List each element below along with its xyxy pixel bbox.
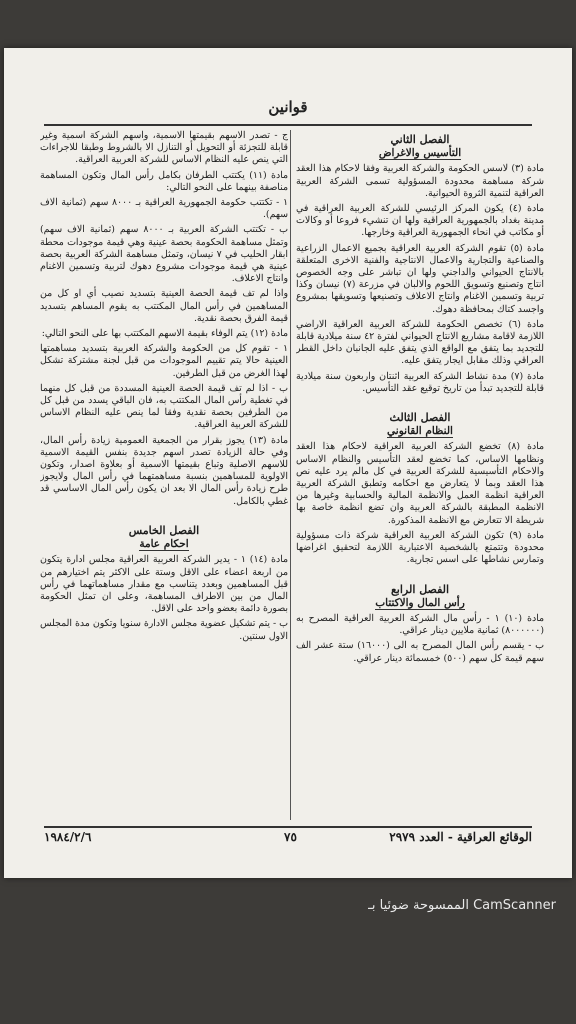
chapter2-title: الفصل الثاني — [390, 133, 450, 146]
article-12b: ب - اذا لم تف قيمة الحصة العينية المسددة من قبل كل منهما في تغطية رأس المال المكتتب به، فان الباقي يسدد من قبل كل من الطرفين بحصة نقدية وفقا لما ينص عليه النظام الاساس للشركة العربية العراقية. — [40, 382, 288, 431]
page-footer — [44, 830, 532, 848]
camscanner-watermark: الممسوحة ضوئيا بـ CamScanner — [368, 898, 556, 913]
footer-rule — [44, 826, 532, 828]
chapter5-subtitle: احكام عامة — [139, 538, 189, 551]
article-9: مادة (٩) تكون الشركة العربية العراقية شركة ذات مسؤولية محدودة وتتمتع بالشخصية الاعتبارية اللازمة لتحقيق اغراضها وتمارس نشاطها على اسس تجارية. — [296, 529, 544, 566]
page-header-title: قوانين — [268, 98, 308, 116]
chapter3-subtitle: النظام القانوني — [387, 425, 453, 438]
article-11b: ب - تكتتب الشركة العربية بـ ٨٠٠٠ سهم (ثمانية الاف سهم) وتمثل مساهمة الحكومة بحصة عينية وهي قيمة موجودات محطة ابقار الحليب في ٧ نيسان، وتمثل مساهمة الشركة العربية بحصة عينية هي قيمة موجودات مشروع دهوك لتربية وتسمين الاغنام وانتاج الاعلاف. — [40, 224, 288, 285]
article-14b: ب - يتم تشكيل عضوية مجلس الادارة سنويا وتكون مدة المجلس الاول سنتين. — [40, 618, 288, 642]
article-12a: ١ - تقوم كل من الحكومة والشركة العربية بتسديد مساهمتها العينية حالا يتم تقييم الموجودات من قبل لجنة مشتركة تشكل لهذا الغرض من قبل الطرفين. — [40, 343, 288, 379]
article-8: مادة (٨) تخضع الشركة العربية العراقية لاحكام هذا العقد ونظامها الاساس، كما تخضع لعقد التأسيس والنظام الاساس والاحكام التأسيسية للشركة العربية في كل مالم يرد عليه نص هذا العقد وبما لا يتعارض مع احكامه وتطبق الشركة العربية العراقية انظمة العمل والانظمة المالية والحسابية وغيرها من الانظمة المطبقة بالشركة العربية وان تضع انظمة خاصة بها شريطة الا تتعارض مع الانظمة المذكورة. — [296, 441, 544, 526]
chapter2-subtitle: التأسيس والاغراض — [378, 147, 462, 160]
column-divider — [290, 130, 291, 820]
article-12: مادة (١٢) يتم الوفاء بقيمة الاسهم المكتتب بها على النحو التالي: — [41, 328, 288, 340]
article-10b: ب - يقسم رأس المال المصرح به الى (١٦٠٠٠) ستة عشر الف سهم قيمة كل سهم (٥٠٠) خمسمائة دينار عراقي. — [296, 640, 544, 664]
article-14a: مادة (١٤) ١ - يدير الشركة العربية العراقية مجلس ادارة يتكون من اربعة اعضاء على الاقل وستة على الاكثر يتم اختيارهم من قبل المساهمين وبعدد يتناسب مع مقدار مساهماتهما في رأس المال من بين الاطراف المساهمة، وعلى ان تمثل الحكومة بصورة دائمة بعضو واحد على الاقل. — [40, 554, 288, 615]
article-10c: ج - تصدر الاسهم بقيمتها الاسمية، واسهم الشركة اسمية وغير قابلة للتجزئة أو التحويل أو التنازل الا بالشروط وطبقا للاجراءات التي ينص عليه النظام الاساس للشركة العربية العراقية. — [40, 130, 288, 166]
article-11: مادة (١١) يكتتب الطرفان بكامل رأس المال وتكون المساهمة مناصفة بينهما على النحو التالي: — [40, 169, 288, 193]
right-column — [296, 130, 544, 820]
article-4: مادة (٤) يكون المركز الرئيسي للشركة العربية العراقية في مدينة بغداد بالجمهورية العراقية ولها ان تنشيء فروعا أو وكالات أو مكاتب في انحاء الجمهورية العراقية وخارجها. — [296, 203, 544, 239]
article-13: مادة (١٣) يجوز بقرار من الجمعية العمومية زيادة رأس المال، وفي حالة الزيادة تصدر اسهم جديدة بنفس القيمة الاسمية للاسهم الاصلية وتباع بقيمتها الاسمية أو بعلاوة اصدار، وتكون الاولوية للمساهمين بنسبة مساهمتهما في رأس المال ولايجوز طرح زيادة رأس المال الا بعد ان يكون رأس المال الاساسي قد غطي بالكامل. — [40, 434, 288, 507]
header-rule — [44, 124, 532, 126]
chapter5-title: الفصل الخامس — [128, 523, 200, 537]
left-column — [40, 130, 288, 820]
article-6: مادة (٦) تخصص الحكومة للشركة العربية العراقية الاراضي اللازمة لاقامة مشاريع الانتاج الحيواني لفترة ٤٢ سنة ميلادية قابلة للتجديد بما يتفق مع الواقع الذي يتفق عليه الجانبان داخل القطر العراقي وذلك مقابل ايجار يتفق عليه. — [296, 318, 544, 367]
chapter3-title: الفصل الثالث — [389, 411, 451, 425]
article-11c: واذا لم تف قيمة الحصة العينية بتسديد نصيب أي او كل من المساهمين في رأس المال المكتتب به يقوم المساهم بتسديد قيمة الفرق بحصة نقدية. — [40, 288, 288, 324]
page-number: ٧٥ — [284, 830, 297, 844]
article-5: مادة (٥) تقوم الشركة العربية العراقية بجميع الاعمال الزراعية والصناعية والتجارية والاعمال الانتاجية والفنية الاخرى المتعلقة بالانتاج الحيواني والداجني ولها ان تباشر على وجه الخصوص انتاج وتصنيع وتسويق اللحوم والالبان في مزرعة (٧) نيسان وكذا تربية وتسمين الاغنام وانتاج الاعلاف وتصنيعها وتسويقها بمشروع واجسد كتاك بمحافظة دهوك. — [296, 242, 544, 315]
chapter4-subtitle: رأس المال والاكتتاب — [375, 596, 465, 609]
gazette-page — [4, 48, 572, 878]
issue-date: ١٩٨٤/٢/٦ — [44, 830, 92, 844]
article-11a: ١ - تكتتب حكومة الجمهورية العراقية بـ ٨٠٠٠ سهم (ثمانية الاف سهم). — [40, 197, 288, 221]
article-7: مادة (٧) مدة نشاط الشركة العربية اثنتان واربعون سنة ميلادية قابلة للتجديد تبدأ من تاريخ توقيع عقد التأسيس. — [296, 370, 544, 394]
gazette-issue: الوقائع العراقية - العدد ٢٩٧٩ — [389, 830, 532, 844]
article-3: مادة (٣) لاسس الحكومة والشركة العربية وفقا لاحكام هذا العقد شركة مساهمة محدودة المسؤولية تسمى الشركة العربية العراقية لتنمية الثروة الحيوانية. — [296, 163, 544, 199]
chapter4-title: الفصل الرابع — [390, 582, 450, 596]
article-10a: مادة (١٠) ١ - رأس مال الشركة العربية العراقية المصرح به (٨٠٠٠٠٠٠) ثمانية ملايين دينار عراقي. — [296, 612, 544, 637]
